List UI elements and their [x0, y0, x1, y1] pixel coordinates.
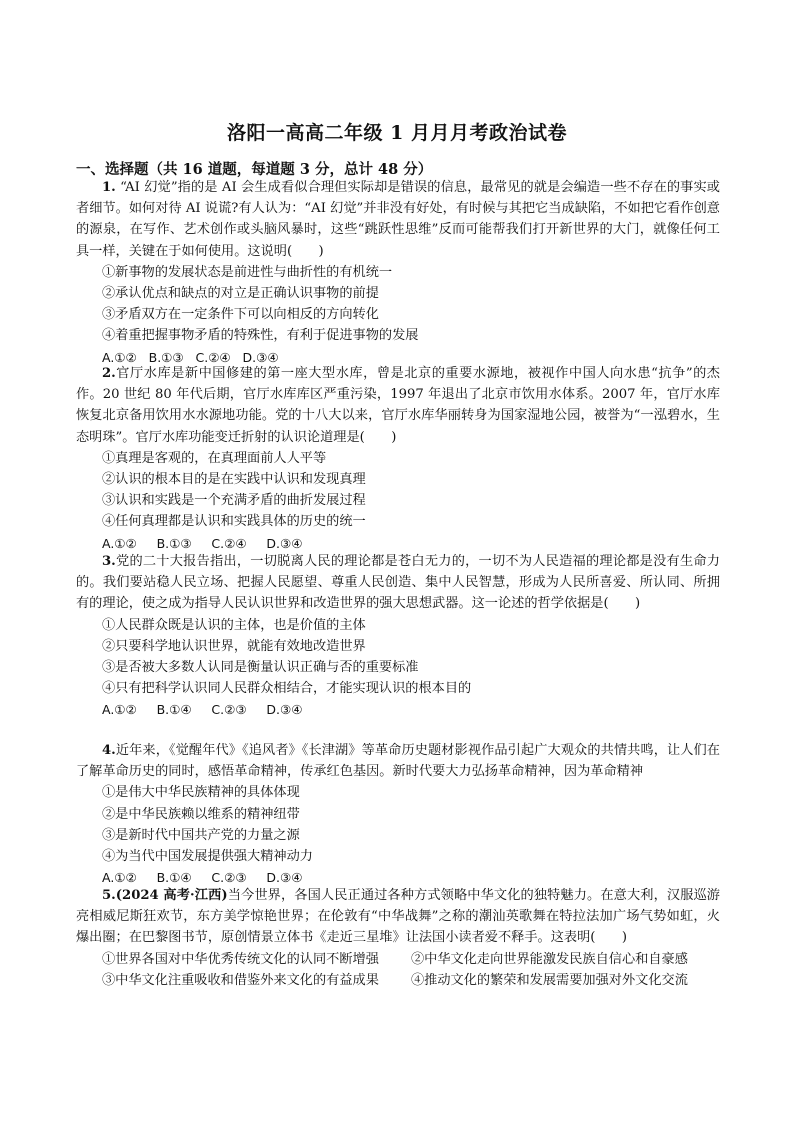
question-5	[76, 885, 720, 991]
option: ③是新时代中国共产党的力量之源	[102, 827, 300, 843]
option-row	[76, 949, 720, 970]
question-stem	[76, 885, 720, 949]
question-stem	[76, 363, 720, 448]
answer-choices: A.①② B.①③ C.②④ D.③④	[102, 535, 303, 551]
option: ①真理是客观的，在真理面前人人平等	[102, 450, 327, 466]
question-3	[76, 551, 720, 721]
option: ④为当代中国发展提供强大精神动力	[102, 849, 313, 865]
answer-choices: A.①② B.①④ C.②③ D.③④	[102, 870, 303, 886]
question-number: 4.	[102, 743, 116, 758]
question-text: 近年来，《觉醒年代》《追风者》《长津湖》等革命历史题材影视作品引起广大观众的共情共鸣，让人们在了解革命历史的同时，感悟革命精神，传承红色基因。新时代要大力弘扬革命精神，因为革命精神	[76, 743, 720, 780]
question-number: 2.	[102, 366, 116, 381]
option: ③矛盾双方在一定条件下可以向相反的方向转化	[102, 307, 379, 323]
question-number: 5.	[102, 888, 116, 903]
option: ③中华文化注重吸收和借鉴外来文化的有益成果	[102, 972, 379, 988]
option: ①是伟大中华民族精神的具体体现	[102, 785, 300, 801]
option: ②中华文化走向世界能激发民族自信心和自豪感	[411, 951, 688, 967]
question-text: 党的二十大报告指出，一切脱离人民的理论都是苍白无力的，一切不为人民造福的理论都是没有生命力的。我们要站稳人民立场、把握人民愿望、尊重人民创造、集中人民智慧，形成为人民所喜爱、所认同、所拥有的理论，使之成为指导人民认识世界和改造世界的强大思想武器。这一论述的哲学依据是( )	[76, 554, 720, 612]
option: ②承认优点和缺点的对立是正确认识事物的前提	[102, 286, 379, 302]
question-text: 当今世界，各国人民正通过各种方式领略中华文化的独特魅力。在意大利，汉服巡游亮相威尼斯狂欢节，东方美学惊艳世界；在伦敦有“中华战舞”之称的潮汕英歌舞在特拉法加广场气势如虹，火爆出圈；在巴黎图书节，原创情景立体书《走近三星堆》让法国小读者爱不释手。这表明( )	[76, 888, 720, 946]
section-heading: 一、选择题（共 16 道题，每道题 3 分，总计 48 分）	[76, 161, 433, 178]
question-stem	[76, 740, 720, 782]
option: ①人民群众既是认识的主体，也是价值的主体	[102, 617, 366, 633]
option: ②只要科学地认识世界，就能有效地改造世界	[102, 638, 366, 654]
option: ②认识的根本目的是在实践中认识和发现真理	[102, 472, 366, 488]
option: ③是否被大多数人认同是衡量认识正确与否的重要标准	[102, 660, 419, 676]
question-text: 官厅水库是新中国修建的第一座大型水库，曾是北京的重要水源地，被视作中国人向水患“抗争”的杰作。20 世纪 80 年代后期，官厅水库库区严重污染，1997 年退出了北京市饮用水体系。2007 年，官厅水库恢复北京备用饮用水水源地功能。党的十八大以来，官厅水库华丽转身为国家湿地公园，被誉为“一泓碧水，生态明珠”。官厅水库功能变迁折射的认识论道理是( )	[76, 366, 720, 445]
option: ④任何真理都是认识和实践具体的历史的统一	[102, 514, 366, 530]
exam-title: 洛阳一高高二年级 1 月月月考政治试卷	[227, 122, 567, 144]
question-1	[76, 177, 720, 368]
question-stem	[76, 177, 720, 262]
option: ③认识和实践是一个充满矛盾的曲折发展过程	[102, 493, 366, 509]
answer-choices: A.①② B.①③ C.②④ D.③④	[102, 349, 279, 365]
question-4	[76, 740, 720, 888]
question-number: 1.	[102, 180, 116, 195]
option: ①世界各国对中华优秀传统文化的认同不断增强	[102, 951, 379, 967]
option: ④推动文化的繁荣和发展需要加强对外文化交流	[411, 972, 688, 988]
option: ④只有把科学认识同人民群众相结合，才能实现认识的根本目的	[102, 681, 472, 697]
option: ②是中华民族赖以维系的精神纽带	[102, 806, 300, 822]
question-2	[76, 363, 720, 554]
question-number: 3.	[102, 554, 116, 569]
question-source: (2024 高考·江西)	[115, 888, 228, 903]
answer-choices: A.①② B.①④ C.②③ D.③④	[102, 702, 303, 718]
option: ①新事物的发展状态是前进性与曲折性的有机统一	[102, 264, 393, 280]
question-text: “AI 幻觉”指的是 AI 会生成看似合理但实际却是错误的信息，最常见的就是会编造一些不存在的事实或者细节。如何对待 AI 说谎?有人认为：“AI 幻觉”并非没有好处，有时候与其把它当成缺陷，不如把它看作创意的源泉，在写作、艺术创作或头脑风暴时，这些“跳跃性思维”反而可能帮我们打开新世界的大门，就像任何工具一样，关键在于如何使用。这说明( )	[76, 180, 720, 259]
option: ④着重把握事物矛盾的特殊性，有利于促进事物的发展	[102, 328, 419, 344]
question-stem	[76, 551, 720, 615]
option-row	[76, 970, 720, 991]
